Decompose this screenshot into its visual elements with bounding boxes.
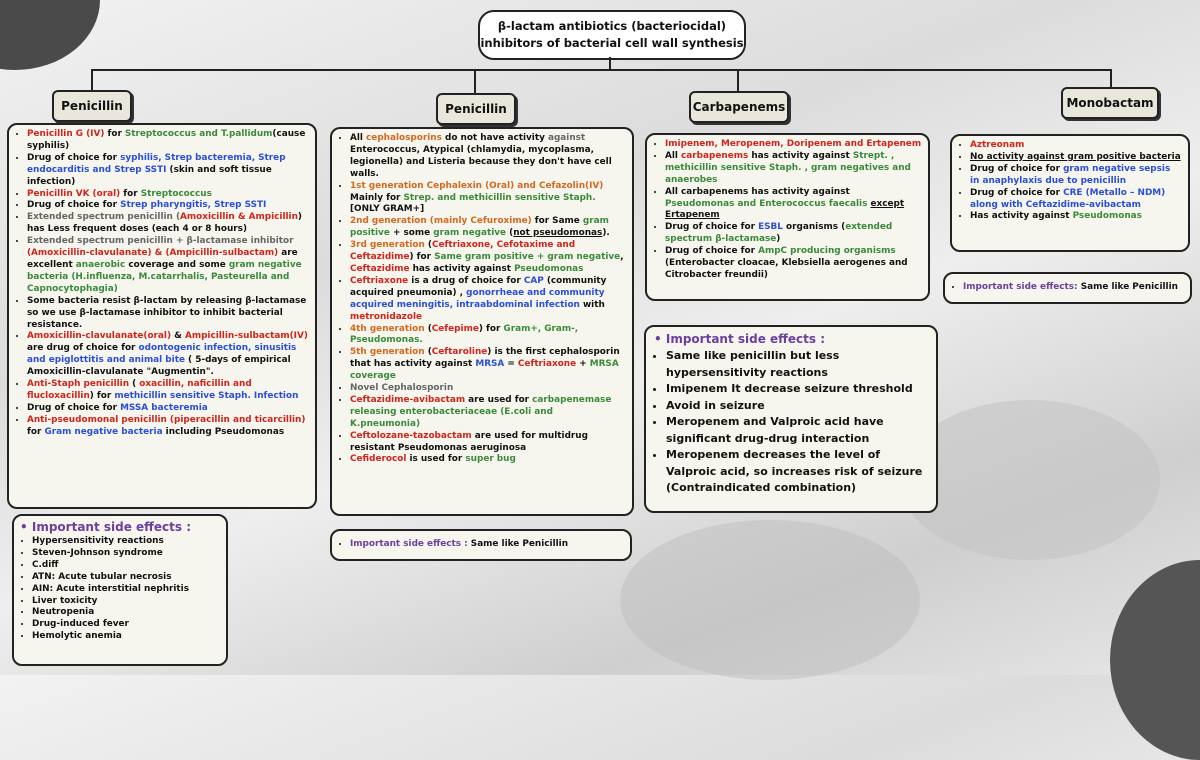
bg-cloud xyxy=(620,520,920,680)
cephalosporin-info-box xyxy=(330,127,634,516)
list-item: • 1st generation Cephalexin (Oral) and Cefazolin(IV) Mainly for Strep. and methicillin sensitive Staph. [ONLY GRAM+] xyxy=(350,181,626,217)
list-item: • Hypersensitivity reactions xyxy=(32,536,220,548)
list-item: • Ceftazidime-avibactam are used for carbapenemase releasing enterobacteriaceae (E.coli and K.pneumonia) xyxy=(350,395,626,431)
header-penicillin-2: Penicillin xyxy=(436,93,516,125)
list-item: • Drug of choice for CRE (Metallo – NDM) along with Ceftazidime-avibactam xyxy=(970,188,1182,212)
list-item: • Steven-Johnson syndrome xyxy=(32,548,220,560)
list-item: • Same like penicillin but less hypersensitivity reactions xyxy=(666,348,928,381)
list-item: • ATN: Acute tubular necrosis xyxy=(32,572,220,584)
cephalosporin-list xyxy=(338,133,626,466)
list-item: • All cephalosporins do not have activity against Enterococcus, Atypical (chlamydia, mycoplasma, legionella) and Listeria because they don't have cell walls. xyxy=(350,133,626,181)
list-item: • Drug of choice for syphilis, Strep bacteremia, Strep endocarditis and Strep SSTI (skin and soft tissue infection) xyxy=(27,153,309,189)
header-penicillin-1: Penicillin xyxy=(52,90,132,122)
list-item: • All carbapenems has activity against Strept. , methicillin sensitive Staph. , gram negatives and anaerobes xyxy=(665,151,922,187)
list-item: • Meropenem decreases the level of Valproic acid, so increases risk of seizure (Contraindicated combination) xyxy=(666,447,928,497)
list-item: • C.diff xyxy=(32,560,220,572)
list-item: • 5th generation (Ceftaroline) is the first cephalosporin that has activity against MRSA = Ceftriaxone + MRSA coverage xyxy=(350,347,626,383)
monobactam-info-box xyxy=(950,134,1190,252)
list-item: • Meropenem and Valproic acid have significant drug-drug interaction xyxy=(666,414,928,447)
list-item: • Hemolytic anemia xyxy=(32,631,220,643)
list-item: • Ceftolozane-tazobactam are used for multidrug resistant Pseudomonas aeruginosa xyxy=(350,431,626,455)
list-item: • Neutropenia xyxy=(32,607,220,619)
connector-drop-4 xyxy=(1110,69,1112,89)
monobactam-side-effects-box xyxy=(943,272,1192,304)
list-item: • All carbapenems has activity against Pseudomonas and Enterococcus faecalis except Ertapenem xyxy=(665,187,922,223)
list-item: • No activity against gram positive bacteria xyxy=(970,152,1182,164)
list-item: • Anti-pseudomonal penicillin (piperacillin and ticarcillin) for Gram negative bacteria including Pseudomonas xyxy=(27,415,309,439)
header-monobactam: Monobactam xyxy=(1061,87,1159,119)
list-item: • Cefiderocol is used for super bug xyxy=(350,454,626,466)
list-item: • Drug of choice for MSSA bacteremia xyxy=(27,403,309,415)
list-item: • Imipenem, Meropenem, Doripenem and Ertapenem xyxy=(665,139,922,151)
carbapenem-info-box xyxy=(645,133,930,301)
penicillin-info-box xyxy=(7,123,317,509)
list-item: • Penicillin G (IV) for Streptococcus and T.pallidum(cause syphilis) xyxy=(27,129,309,153)
penicillin-list xyxy=(15,129,309,439)
list-item: • Some bacteria resist β-lactam by releasing β-lactamase so we use β-lactamase inhibitor to inhibit bacterial resistance. xyxy=(27,296,309,332)
side-effects-item: • Important side effects : Same like Penicillin xyxy=(350,539,568,551)
list-item: • Extended spectrum penicillin + β-lactamase inhibitor (Amoxicillin-clavulanate) & (Ampicillin-sulbactam) are excellent anaerobic coverage and some gram negative bacteria (H.influenza, M.catarrhalis, Pasteurella and Capnocytophagia) xyxy=(27,236,309,296)
side-effects-title: • Important side effects : xyxy=(654,332,825,346)
list-item: • Drug of choice for ESBL organisms (extended spectrum β-lactamase) xyxy=(665,222,922,246)
side-effects-list xyxy=(654,348,928,497)
carbapenem-list xyxy=(653,139,922,282)
side-effects-list xyxy=(20,536,220,643)
cephalosporin-side-effects-box xyxy=(330,529,632,561)
list-item: • Penicillin VK (oral) for Streptococcus xyxy=(27,189,309,201)
monobactam-list xyxy=(958,140,1182,223)
list-item: • Imipenem It decrease seizure threshold xyxy=(666,381,928,398)
list-item: • Ceftriaxone is a drug of choice for CAP (community acquired pneumonia) , gonorrheae and community acquired meningitis, intraabdominal infection with metronidazole xyxy=(350,276,626,324)
list-item: • Aztreonam xyxy=(970,140,1182,152)
list-item: • Drug of choice for Strep pharyngitis, Strep SSTI xyxy=(27,200,309,212)
list-item: • Liver toxicity xyxy=(32,596,220,608)
penicillin-side-effects-box xyxy=(12,514,228,666)
list-item: • Has activity against Pseudomonas xyxy=(970,211,1182,223)
list-item: • 2nd generation (mainly Cefuroxime) for Same gram positive + some gram negative (not pseudomonas). xyxy=(350,216,626,240)
list-item: • Anti-Staph penicillin ( oxacillin, naficillin and flucloxacillin) for methicillin sensitive Staph. Infection xyxy=(27,379,309,403)
list-item: • Amoxicillin-clavulanate(oral) & Ampicillin-sulbactam(IV) are drug of choice for odontogenic infection, sinusitis and epiglottitis and animal bite ( 5-days of empirical Amoxicillin-clavulanate "Augmentin". xyxy=(27,331,309,379)
corner-shape-top-left xyxy=(0,0,100,70)
bg-cloud xyxy=(900,400,1160,560)
diagram-title xyxy=(478,10,746,60)
list-item: • AIN: Acute interstitial nephritis xyxy=(32,584,220,596)
corner-shape-bottom-right xyxy=(1110,560,1200,760)
list-item: • 4th generation (Cefepime) for Gram+, Gram-, Pseudomonas. xyxy=(350,324,626,348)
list-item: • Drug-induced fever xyxy=(32,619,220,631)
header-carbapenems: Carbapenems xyxy=(689,91,789,123)
list-item: • Drug of choice for gram negative sepsis in anaphylaxis due to penicillin xyxy=(970,164,1182,188)
title-line-1: β-lactam antibiotics (bacteriocidal) xyxy=(497,19,727,33)
list-item: • Drug of choice for AmpC producing organisms (Enterobacter cloacae, Klebsiella aerogenes and Citrobacter freundii) xyxy=(665,246,922,282)
list-item: • Avoid in seizure xyxy=(666,398,928,415)
side-effects-item: • Important side effects: Same like Penicillin xyxy=(963,282,1178,294)
list-item: • Extended spectrum penicillin (Amoxicillin & Ampicillin) has Less frequent doses (each 4 or 8 hours) xyxy=(27,212,309,236)
connector-drop-1 xyxy=(91,69,93,91)
connector-drop-2 xyxy=(474,69,476,93)
list-item: • Novel Cephalosporin xyxy=(350,383,626,395)
list-item: • 3rd generation (Ceftriaxone, Cefotaxime and Ceftazidime) for Same gram positive + gram negative, Ceftazidime has activity against Pseudomonas xyxy=(350,240,626,276)
title-line-2: inhibitors of bacterial cell wall synthesis xyxy=(480,36,744,50)
connector-horizontal xyxy=(91,69,1111,71)
connector-drop-3 xyxy=(737,69,739,91)
carbapenem-side-effects-box xyxy=(644,325,938,513)
side-effects-title: • Important side effects : xyxy=(20,520,191,534)
